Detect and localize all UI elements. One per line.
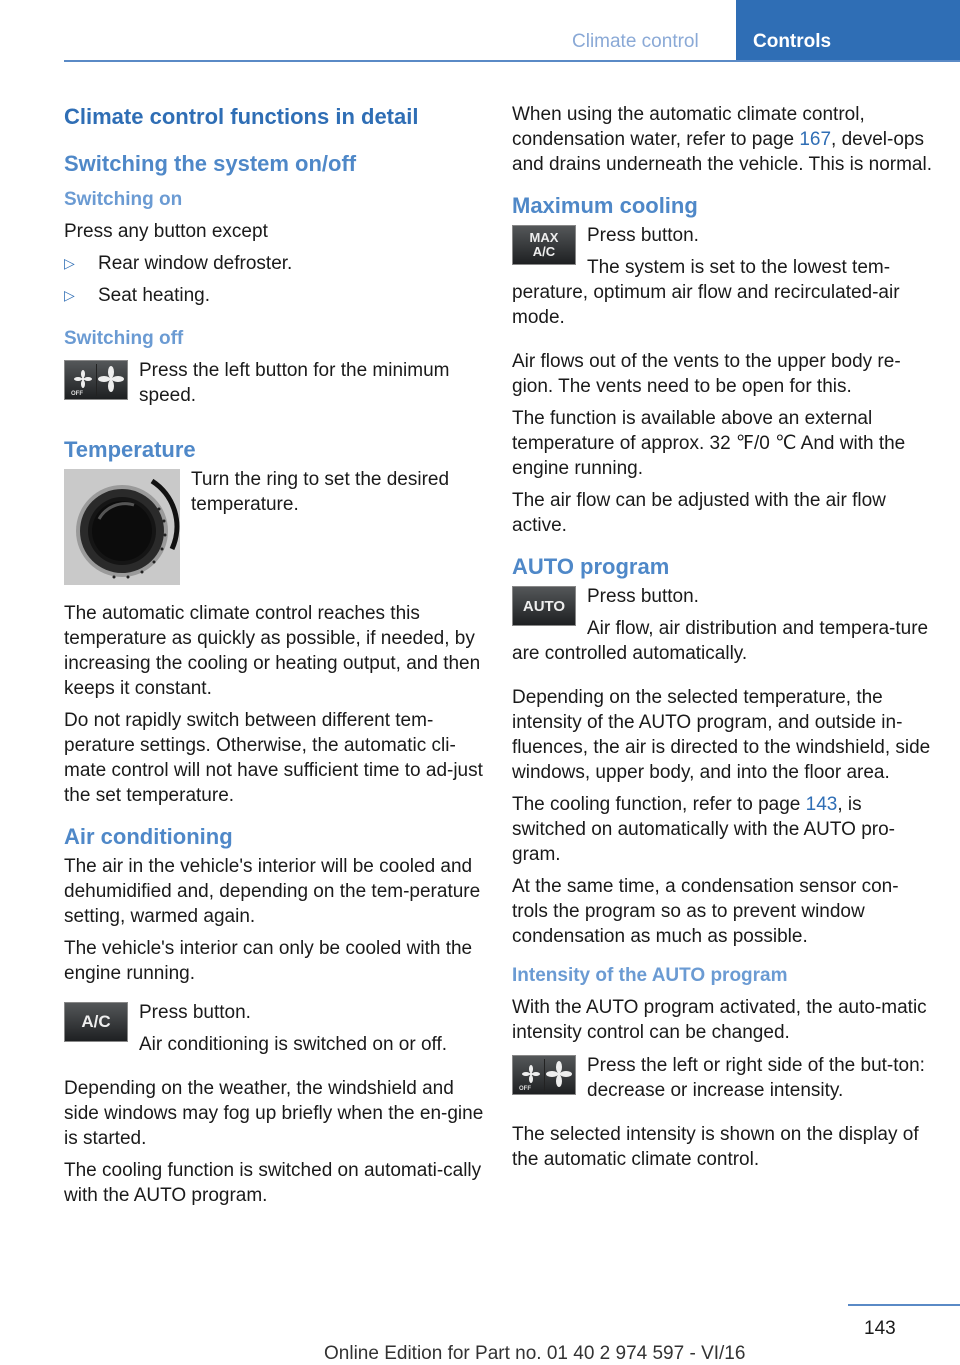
header-tab-controls: Controls — [736, 0, 960, 61]
paragraph-temperature-2: The automatic climate control reaches this temperature as quickly as possible, if needed, by increasing the cooling or heating output, and then keeps it constant. — [64, 603, 481, 699]
heading-switching-on: Switching on — [64, 189, 183, 210]
paragraph-auto-2: Air flow, air distribution and tempera‐ture are controlled automatically. — [512, 618, 929, 664]
heading-auto-program: AUTO program — [512, 554, 670, 579]
paragraph-intensity-2: Press the left or right side of the but‐ton: decrease or increase intensity. — [587, 1055, 925, 1101]
paragraph-auto-4-text-b: , is switched on automatically with the AUTO pro‐gram. — [512, 794, 895, 865]
footer-divider — [848, 1304, 960, 1306]
paragraph-auto-3: Depending on the selected temperature, the intensity of the AUTO program, and outside in‐fluences, the air is directed to the windshield, side windows, upper body, and into the floor area. — [512, 687, 931, 783]
triangle-bullet-icon: ▷ — [64, 287, 75, 303]
triangle-bullet-icon: ▷ — [64, 255, 75, 271]
paragraph-switching-off: Press the left button for the minimum speed. — [139, 360, 450, 406]
paragraph-temperature-3: Do not rapidly switch between different tem‐perature settings. Otherwise, the automatic cli‐mate control will not have sufficient time to ad‐just the set temperature. — [64, 710, 483, 806]
paragraph-condensation — [512, 102, 932, 177]
footer-edition: Online Edition for Part no. 01 40 2 974 597 - VI/16 — [324, 1343, 746, 1364]
paragraph-ac-5: Depending on the weather, the windshield and side windows may fog up briefly when the en‐gine is started. — [64, 1078, 484, 1149]
left-column — [64, 102, 484, 1215]
svg-text:OFF: OFF — [71, 391, 83, 397]
paragraph-max-4: The function is available above an external temperature of approx. 32 ℉/0 ℃ And with the engine running. — [512, 408, 906, 479]
heading-temperature: Temperature — [64, 437, 196, 462]
paragraph-temperature: Turn the ring to set the desired temperature. — [191, 469, 450, 515]
paragraph-auto-4 — [512, 792, 932, 867]
fan-button-image — [64, 360, 128, 400]
max-ac-button-image — [512, 225, 576, 265]
fan-icon — [65, 361, 127, 399]
heading-switching-system: Switching the system on/off — [64, 151, 357, 176]
figure-temperature — [64, 467, 484, 585]
ac-button-label: A/C — [81, 1012, 111, 1031]
header-divider — [64, 60, 960, 62]
list-item-text: Rear window defroster. — [98, 253, 293, 274]
paragraph-ac-1: The air in the vehicle's interior will be cooled and dehumidified and, depending on the tem‐perature setting, warmed again. — [64, 856, 481, 927]
figure-ac — [64, 1000, 484, 1064]
ac-button-image — [64, 1002, 128, 1042]
paragraph-auto-5: At the same time, a condensation sensor con‐trols the program so as to prevent window condensation as much as possible. — [512, 876, 899, 947]
heading-maximum-cooling: Maximum cooling — [512, 193, 698, 218]
heading-climate-functions: Climate control functions in detail — [64, 104, 419, 129]
figure-switching-off — [64, 358, 484, 415]
list-item — [64, 251, 484, 276]
paragraph-ac-6: The cooling function is switched on automati‐cally with the AUTO program. — [64, 1160, 482, 1206]
dial-icon — [64, 469, 180, 585]
heading-intensity: Intensity of the AUTO program — [512, 965, 788, 986]
paragraph-ac-2: The vehicle's interior can only be cooled with the engine running. — [64, 938, 473, 984]
header-section-title: Climate control — [572, 31, 699, 52]
fan-icon — [513, 1056, 575, 1094]
paragraph-ac-4: Air conditioning is switched on or off. — [139, 1034, 448, 1055]
page-link-143[interactable]: 143 — [805, 794, 838, 815]
paragraph-ac-3: Press button. — [139, 1002, 251, 1023]
max-ac-button-line2: A/C — [532, 244, 556, 259]
paragraph-auto-1: Press button. — [587, 586, 699, 607]
paragraph-auto-4-text-a: The cooling function, refer to page — [512, 794, 806, 815]
paragraph-condensation-text-a: When using the automatic climate control, condensation water, refer to page — [512, 104, 865, 150]
page-header — [0, 0, 960, 62]
auto-button-image — [512, 586, 576, 626]
figure-auto — [512, 584, 932, 673]
list-item — [64, 283, 484, 308]
auto-button-label: AUTO — [522, 597, 566, 615]
exception-list — [64, 251, 484, 308]
right-column — [512, 102, 932, 1179]
paragraph-max-5: The air flow can be adjusted with the air flow active. — [512, 490, 886, 536]
paragraph-press-any-button: Press any button except — [64, 221, 268, 242]
paragraph-max-2: The system is set to the lowest tem‐perature, optimum air flow and recirculated-air mode. — [512, 257, 900, 328]
heading-switching-off: Switching off — [64, 328, 184, 349]
paragraph-max-1: Press button. — [587, 225, 699, 246]
fan-button-image — [512, 1055, 576, 1095]
temperature-knob-image — [64, 469, 180, 585]
paragraph-condensation-text-b: , devel‐ops and drains underneath the vehicle. This is normal. — [512, 129, 933, 175]
paragraph-intensity-1: With the AUTO program activated, the auto‐matic intensity control can be changed. — [512, 997, 927, 1043]
heading-air-conditioning: Air conditioning — [64, 824, 233, 849]
figure-intensity — [512, 1053, 932, 1110]
paragraph-intensity-3: The selected intensity is shown on the display of the automatic climate control. — [512, 1124, 919, 1170]
page-number: 143 — [864, 1318, 896, 1339]
list-item-text: Seat heating. — [98, 285, 210, 306]
figure-max-cooling — [512, 223, 932, 337]
svg-text:OFF: OFF — [519, 1086, 531, 1092]
max-ac-button-line1: MAX — [529, 230, 559, 245]
paragraph-max-3: Air flows out of the vents to the upper body re‐gion. The vents need to be open for this. — [512, 351, 901, 397]
page-link-167[interactable]: 167 — [799, 129, 832, 150]
